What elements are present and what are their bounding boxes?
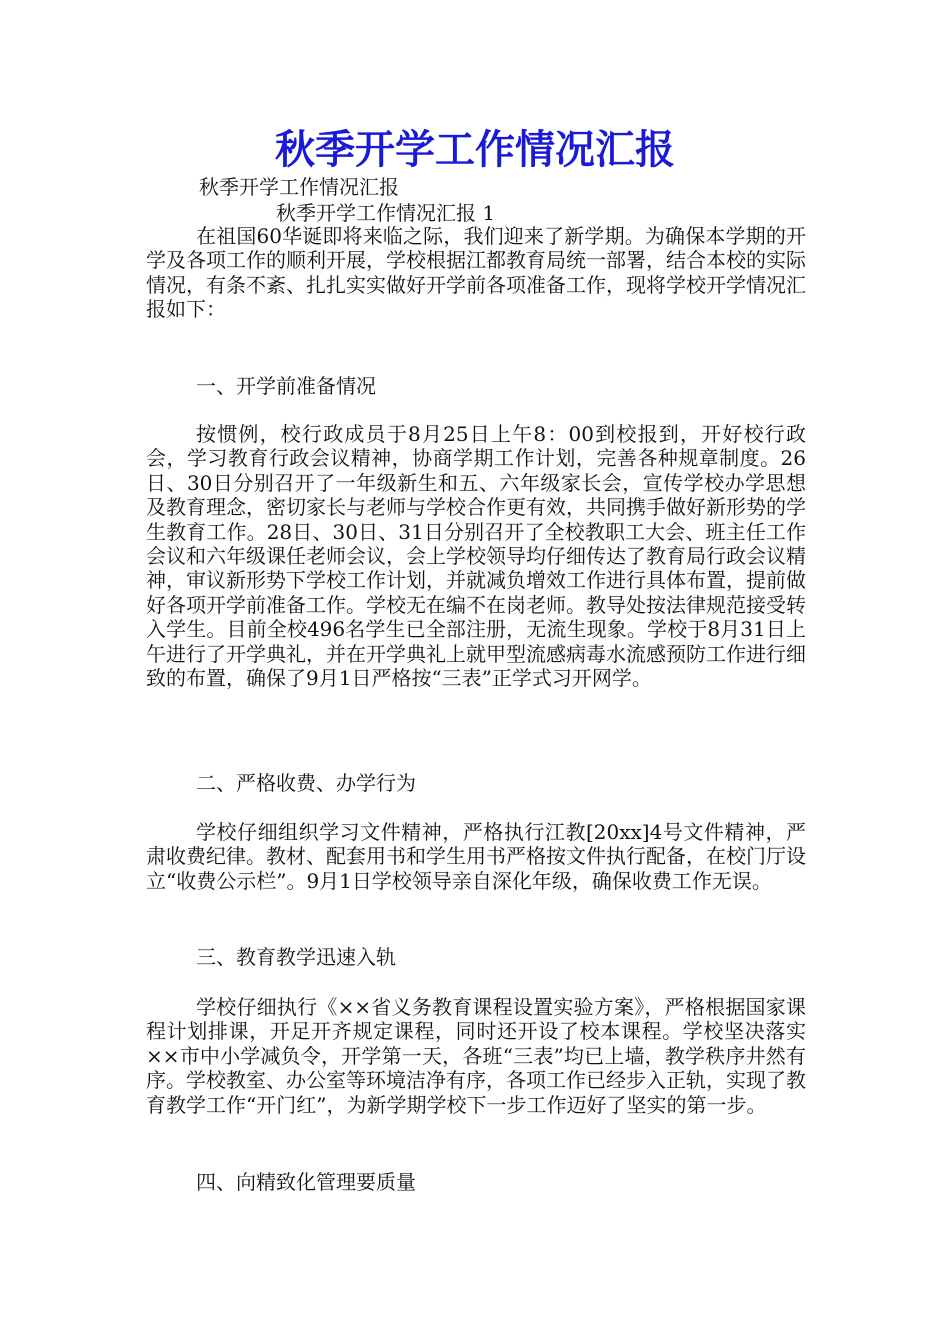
section-heading-2: 二、严格收费、办学行为	[196, 771, 416, 795]
section-heading-3: 三、教育教学迅速入轨	[196, 945, 396, 969]
section-title: 秋季开学工作情况汇报 1	[276, 201, 496, 225]
section-body-1: 按惯例，校行政成员于8月25日上午8：00到校报到，开好校行政会，学习教育行政会议精神，协商学期工作计划，完善各种规章制度。26日、30日分别召开了一年级新生和五、六年级家长会，宣传学校办学思想及教育理念，密切家长与老师与学校合作更有效，共同携手做好新形势的学生教育工作。28日、30日、31日分别召开了全校教职工大会、班主任工作会议和六年级课任老师会议，会上学校领导均仔细传达了教育局行政会议精神，审议新形势下学校工作计划，并就减负增效工作进行具体布置，提前做好各项开学前准备工作。学校无在编不在岗老师。教导处按法律规范接受转入学生。目前全校496名学生已全部注册，无流生现象。学校于8月31日上午进行了开学典礼，并在开学典礼上就甲型流感病毒水流感预防工作进行细致的布置，确保了9月1日严格按“三表”正学式习开网学。	[146, 422, 806, 691]
section-body-2: 学校仔细组织学习文件精神，严格执行江教[20xx]4号文件精神，严肃收费纪律。教材、配套用书和学生用书严格按文件执行配备，在校门厅设立“收费公示栏”。9月1日学校领导亲自深化年级，确保收费工作无误。	[146, 820, 806, 893]
section-heading-1: 一、开学前准备情况	[196, 374, 376, 398]
section-heading-4: 四、向精致化管理要质量	[196, 1170, 416, 1194]
document-subtitle: 秋季开学工作情况汇报	[199, 175, 399, 199]
document-title: 秋季开学工作情况汇报	[275, 126, 675, 173]
section-body-3: 学校仔细执行《××省义务教育课程设置实验方案》，严格根据国家课程计划排课，开足开齐规定课程，同时还开设了校本课程。学校坚决落实××市中小学减负令，开学第一天，各班“三表”均已上墙，教学秩序井然有序。学校教室、办公室等环境洁净有序，各项工作已经步入正轨，实现了教育教学工作“开门红”，为新学期学校下一步工作迈好了坚实的第一步。	[146, 995, 806, 1117]
intro-paragraph: 在祖国60华诞即将来临之际，我们迎来了新学期。为确保本学期的开学及各项工作的顺利开展，学校根据江都教育局统一部署，结合本校的实际情况，有条不紊、扎扎实实做好开学前各项准备工作，现将学校开学情况汇报如下：	[146, 224, 806, 322]
